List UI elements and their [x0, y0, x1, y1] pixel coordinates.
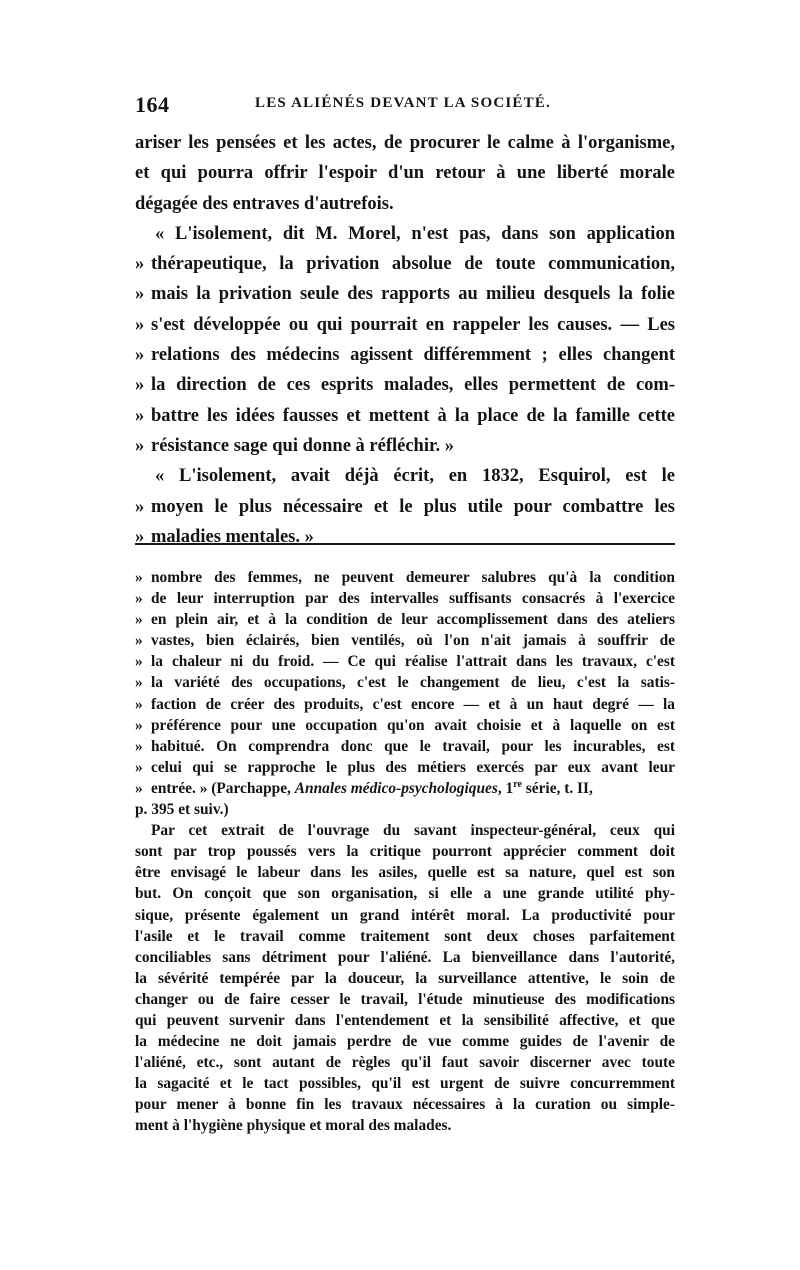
main-line [135, 340, 675, 370]
page-number: 164 [135, 92, 170, 117]
paragraph-line: sique, présente également un grand intérêt moral. La productivité pour [135, 906, 675, 924]
paragraph-line: la sévérité tempérée par la douceur, la surveillance attentive, le soin de [135, 969, 675, 987]
paragraph-line: ment à l'hygiène physique et moral des malades. [135, 1117, 452, 1135]
paragraph-line: changer ou de faire cesser le travail, l'étude minutieuse des modifications [135, 990, 675, 1008]
citation-series: , 1 [497, 779, 514, 797]
quote-mark: » [135, 254, 145, 275]
quote-mark: » [135, 779, 143, 797]
main-line: ariser les pensées et les actes, de procurer le calme à l'organisme, [135, 133, 675, 153]
main-line-text: battre les idées fausses et mettent à la place de la famille cette [151, 405, 675, 426]
quote-mark: » [135, 737, 143, 755]
paragraph-line: but. On conçoit que son organisation, si elle a une grande utilité phy- [135, 885, 675, 903]
quote-mark: » [135, 345, 145, 366]
footnote-line [135, 757, 675, 778]
footnote-line-text: vastes, bien éclairés, bien ventilés, où l'on n'ait jamais à souffrir de [151, 632, 675, 650]
paragraph-line: être envisagé le labeur dans les asiles, quelle est sa nature, quel est son [135, 864, 675, 882]
main-line [135, 431, 675, 461]
main-line: « L'isolement, avait déjà écrit, en 1832, Esquirol, est le [155, 466, 675, 487]
footnote-line [135, 588, 675, 609]
footnote-citation-line [135, 778, 675, 799]
paragraph-line: l'asile et le travail comme traitement sont deux choses parfaitement [135, 927, 675, 945]
quote-mark: » [135, 716, 143, 734]
main-line [135, 401, 675, 431]
quote-mark: » [135, 590, 143, 608]
main-line: dégagée des entraves d'autrefois. [135, 193, 394, 214]
footnote-text [135, 567, 675, 1137]
paragraph-line: Par cet extrait de l'ouvrage du savant inspecteur-général, ceux qui [151, 822, 675, 840]
paragraph-line: pour mener à bonne fin les travaux nécessaires à la curation ou simple- [135, 1096, 675, 1114]
citation-journal: Annales médico-psychologiques [294, 779, 498, 797]
paragraph-line: sont par trop poussés vers la critique pourront apprécier comment doit [135, 843, 675, 861]
quote-mark: » [135, 569, 143, 586]
quote-mark: » [135, 435, 145, 456]
quote-mark: » [135, 632, 143, 650]
footnote-line-text: celui qui se rapproche le plus des métiers exercés par eux avant leur [151, 758, 675, 776]
footnote-line-text: habitué. On comprendra donc que le travail, pour les incurables, est [151, 737, 675, 755]
main-line-text: mais la privation seule des rapports au milieu desquels la folie [151, 284, 675, 305]
footnote-line-text: en plein air, et à la condition de leur accomplissement dans des ateliers [151, 611, 675, 629]
paragraph-line: conciliables sans détriment pour l'aliéné. La bienveillance dans l'autorité, [135, 948, 675, 966]
page-header [135, 92, 675, 118]
quote-mark: » [135, 405, 145, 426]
main-line [135, 279, 675, 309]
main-line: « L'isolement, dit M. Morel, n'est pas, dans son application [155, 223, 675, 244]
main-line [135, 249, 675, 279]
main-line-text: maladies mentales. » [151, 526, 314, 547]
footnote-line [135, 736, 675, 757]
footnote-line-text: préférence pour une occupation qu'on avait choisie et à laquelle on est [151, 716, 675, 734]
main-line [135, 492, 675, 522]
main-line: et qui pourra offrir l'espoir d'un retour à une liberté morale [135, 163, 675, 184]
footnote-line-text: faction de créer des produits, c'est encore — et à un haut degré — la [151, 695, 675, 713]
citation [151, 778, 675, 799]
footnote-line [135, 567, 675, 588]
footnote-line [135, 715, 675, 736]
footnote-line [135, 694, 675, 715]
citation-start: entrée. » (Parchappe, [151, 779, 291, 797]
running-title: LES ALIÉNÉS DEVANT LA SOCIÉTÉ. [255, 95, 551, 111]
quote-mark: » [135, 653, 143, 671]
footnote-line [135, 630, 675, 651]
quote-mark: » [135, 695, 143, 713]
main-line-text: la direction de ces esprits malades, elles permettent de com- [151, 375, 675, 396]
main-line-text: thérapeutique, la privation absolue de toute communication, [151, 254, 675, 275]
paragraph-line: la sagacité et le tact possibles, qu'il est urgent de suivre concurremment [135, 1075, 675, 1093]
paragraph-line: qui peuvent survenir dans l'entendement et la sensibilité affective, et que [135, 1011, 675, 1029]
main-line-text: résistance sage qui donne à réfléchir. » [151, 435, 455, 456]
quote-mark: » [135, 314, 145, 335]
main-line [135, 370, 675, 400]
citation-superscript: re [513, 778, 522, 790]
footnote-line [135, 651, 675, 672]
quote-mark: » [135, 674, 143, 692]
main-line [135, 310, 675, 340]
footnote-line [135, 672, 675, 693]
quote-mark: » [135, 526, 145, 547]
citation-end: série, t. II, [521, 779, 593, 797]
quote-mark: » [135, 375, 145, 396]
footnote-divider [135, 543, 675, 545]
quote-mark: » [135, 758, 143, 776]
footnote-line [135, 609, 675, 630]
citation-pages: p. 395 et suiv.) [135, 801, 229, 819]
paragraph-line: la médecine ne doit jamais perdre de vue comme guides de l'avenir de [135, 1033, 675, 1051]
main-line [135, 522, 675, 552]
footnote-line-text: la variété des occupations, c'est le changement de lieu, c'est la satis- [151, 674, 675, 692]
paragraph-line: l'aliéné, etc., sont autant de règles qu'il faut savoir discerner avec toute [135, 1054, 675, 1072]
footnote-line-text: de leur interruption par des intervalles suffisants consacrés à l'exercice [151, 590, 675, 608]
main-line-text: s'est développée ou qui pourrait en rappeler les causes. — Les [151, 314, 675, 335]
main-text [135, 128, 675, 552]
quote-mark: » [135, 496, 145, 517]
quote-mark: » [135, 284, 145, 305]
footnote-line-text: nombre des femmes, ne peuvent demeurer salubres qu'à la condition [151, 569, 675, 586]
main-line-text: moyen le plus nécessaire et le plus utile pour combattre les [151, 496, 675, 517]
quote-mark: » [135, 611, 143, 629]
footnote-line-text: la chaleur ni du froid. — Ce qui réalise l'attrait dans les travaux, c'est [151, 653, 675, 671]
main-line-text: relations des médecins agissent différemment ; elles changent [151, 345, 675, 366]
